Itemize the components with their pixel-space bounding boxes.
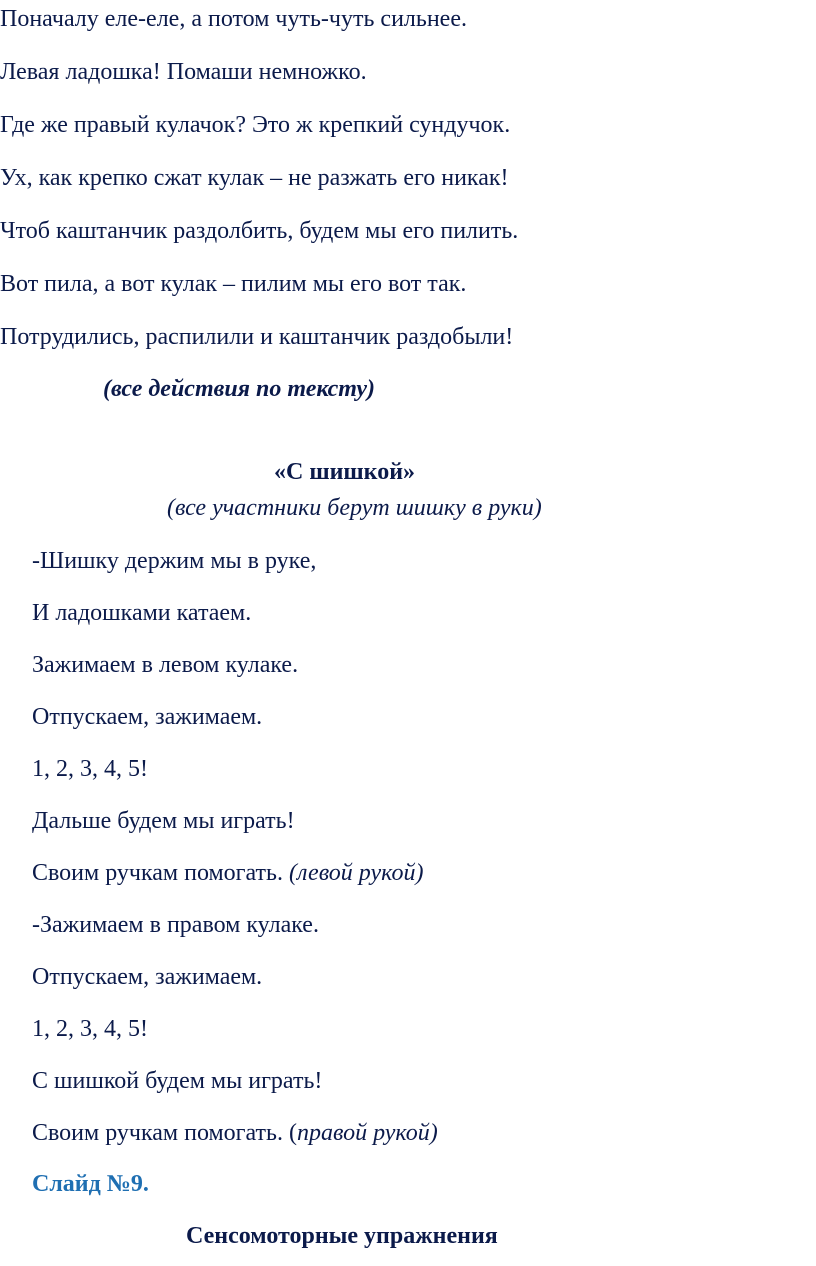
next-heading: Сенсомоторные упражнения [186, 1223, 498, 1249]
poem-line-7-text: Своим ручкам помогать. [32, 860, 283, 886]
poem-line-8: -Зажимаем в правом кулаке. [32, 912, 319, 938]
left-hand-note: (левой рукой) [288, 860, 424, 886]
poem-line-11: С шишкой будем мы играть! [32, 1068, 323, 1094]
poem-line-7 [32, 861, 423, 885]
poem-line-4: Отпускаем, зажимаем. [32, 704, 263, 730]
right-hand-note: правой рукой) [296, 1120, 438, 1146]
poem-line-2: И ладошками катаем. [32, 600, 252, 626]
poem-line-3: Зажимаем в левом кулаке. [32, 652, 299, 678]
intro-line-4: Ух, как крепко сжат кулак – не разжать его никак! [0, 165, 509, 191]
poem-line-1: -Шишку держим мы в руке, [32, 548, 317, 574]
poem-line-12 [32, 1121, 438, 1145]
intro-line-2: Левая ладошка! Помаши немножко. [0, 59, 367, 85]
poem-line-9: Отпускаем, зажимаем. [32, 964, 263, 990]
poem-line-12-text: Своим ручкам помогать. ( [32, 1120, 297, 1146]
intro-line-1: Поначалу еле-еле, а потом чуть-чуть сильнее. [0, 6, 467, 32]
slide-label: Слайд №9. [32, 1171, 149, 1197]
section-note: (все участники берут шишку в руки) [167, 495, 542, 521]
poem-line-5: 1, 2, 3, 4, 5! [32, 756, 148, 782]
intro-line-5: Чтоб каштанчик раздолбить, будем мы его пилить. [0, 218, 519, 244]
intro-line-6: Вот пила, а вот кулак – пилим мы его вот так. [0, 271, 467, 297]
poem-line-10: 1, 2, 3, 4, 5! [32, 1016, 148, 1042]
intro-note: (все действия по тексту) [103, 376, 376, 402]
poem-line-6: Дальше будем мы играть! [32, 808, 295, 834]
intro-line-7: Потрудились, распилили и каштанчик раздобыли! [0, 324, 514, 350]
intro-line-3: Где же правый кулачок? Это ж крепкий сундучок. [0, 112, 511, 138]
section-title: «С шишкой» [274, 459, 416, 485]
